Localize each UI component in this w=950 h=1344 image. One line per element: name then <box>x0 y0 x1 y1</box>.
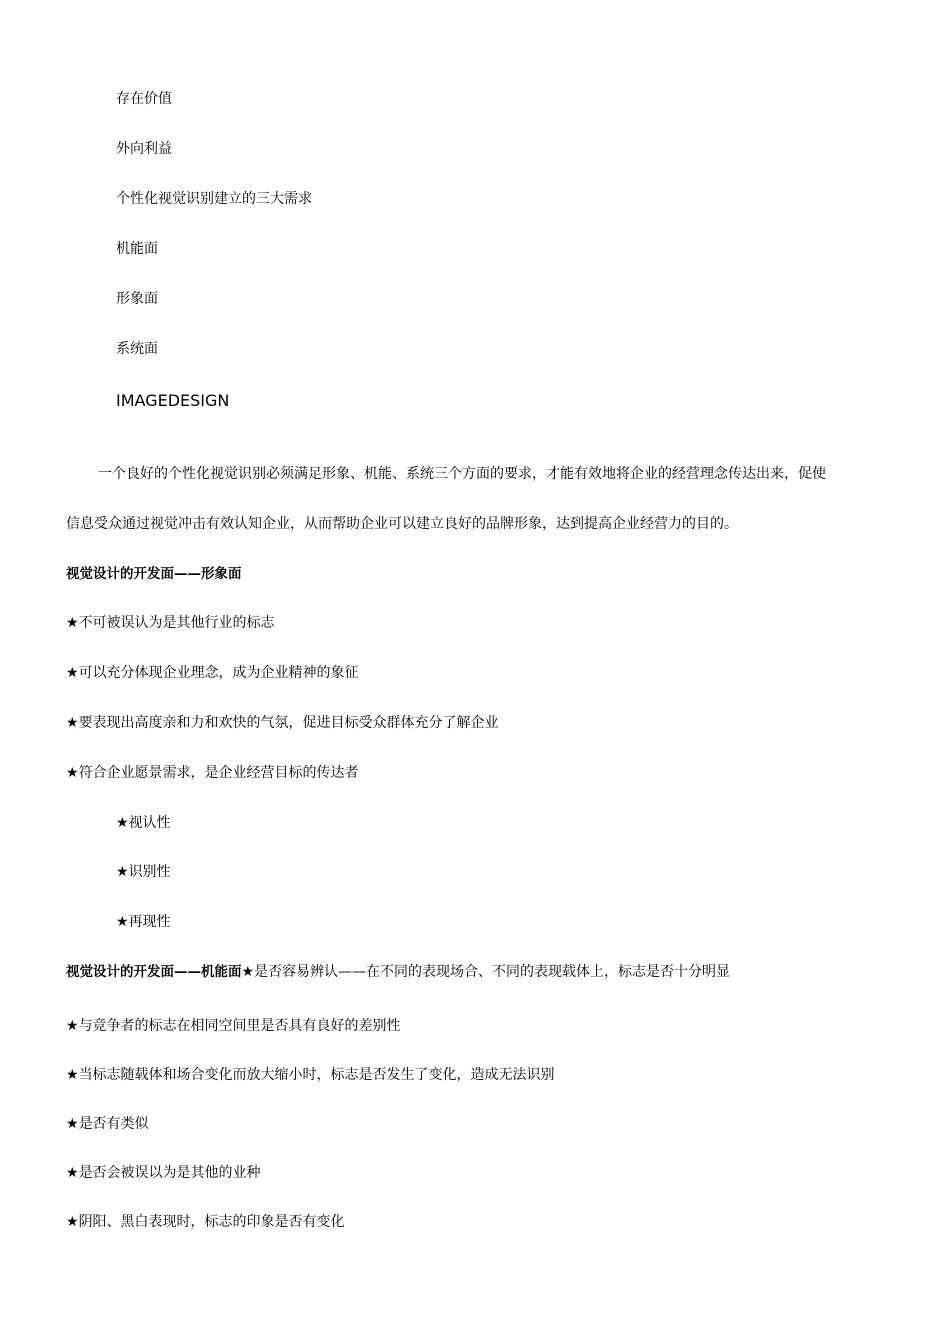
list-item <box>66 1017 401 1035</box>
star-icon: ★ <box>116 864 129 880</box>
star-icon: ★ <box>66 765 79 781</box>
list-item-existence-value: 存在价值 <box>116 91 172 107</box>
list-item-text: 是否会被误以为是其他的业种 <box>78 1165 261 1181</box>
sub-list-item <box>116 913 171 931</box>
list-item <box>66 664 359 682</box>
list-item-text: 与竞争者的标志在相同空间里是否具有良好的差别性 <box>78 1018 401 1034</box>
list-item <box>66 1213 345 1231</box>
star-icon: ★ <box>116 914 129 930</box>
section-heading-function-row <box>66 963 730 981</box>
list-item-external-benefit: 外向利益 <box>116 141 172 157</box>
list-item-function-aspect: 机能面 <box>116 241 158 257</box>
star-icon: ★ <box>66 1165 79 1181</box>
list-item-text: 是否有类似 <box>78 1116 149 1132</box>
sub-list-item <box>116 814 171 832</box>
list-item-text: 符合企业愿景需求，是企业经营目标的传达者 <box>78 765 359 781</box>
star-icon: ★ <box>66 1067 79 1083</box>
list-item-system-aspect: 系统面 <box>116 341 158 357</box>
list-item-image-aspect: 形象面 <box>116 291 158 307</box>
image-design-label: IMAGEDESIGN <box>116 391 230 410</box>
list-item <box>66 714 499 732</box>
list-item-text: 要表现出高度亲和力和欢快的气氛，促进目标受众群体充分了解企业 <box>78 715 499 731</box>
list-item <box>66 1066 555 1084</box>
list-item-three-needs: 个性化视觉识别建立的三大需求 <box>116 191 312 207</box>
list-item <box>66 1164 261 1182</box>
sub-list-item <box>116 863 171 881</box>
sub-list-item-text: 视认性 <box>128 815 171 831</box>
section-heading-image: 视觉设计的开发面——形象面 <box>66 566 242 582</box>
star-icon: ★ <box>66 1214 79 1230</box>
list-item <box>66 614 275 632</box>
star-icon: ★ <box>66 715 79 731</box>
star-icon: ★ <box>66 615 79 631</box>
list-item-text: 不可被误认为是其他行业的标志 <box>78 615 275 631</box>
sub-list-item-text: 再现性 <box>128 914 171 930</box>
star-icon: ★ <box>241 964 255 980</box>
intro-paragraph-line-1: 一个良好的个性化视觉识别必须满足形象、机能、系统三个方面的要求，才能有效地将企业的经营理念传达出来，促使 <box>98 466 826 482</box>
list-item-text: 当标志随载体和场合变化而放大缩小时，标志是否发生了变化，造成无法识别 <box>78 1067 555 1083</box>
star-icon: ★ <box>66 1116 79 1132</box>
list-item-text: 是否容易辨认——在不同的表现场合、不同的表现载体上，标志是否十分明显 <box>254 964 731 980</box>
intro-paragraph-line-2: 信息受众通过视觉冲击有效认知企业，从而帮助企业可以建立良好的品牌形象，达到提高企业经营力的目的。 <box>66 516 738 532</box>
list-item <box>66 764 359 782</box>
star-icon: ★ <box>116 815 129 831</box>
list-item-text: 阴阳、黑白表现时，标志的印象是否有变化 <box>78 1214 345 1230</box>
list-item <box>66 1115 149 1133</box>
star-icon: ★ <box>66 665 79 681</box>
sub-list-item-text: 识别性 <box>128 864 171 880</box>
star-icon: ★ <box>66 1018 79 1034</box>
section-heading-function: 视觉设计的开发面——机能面 <box>66 964 242 980</box>
list-item-text: 可以充分体现企业理念，成为企业精神的象征 <box>78 665 359 681</box>
